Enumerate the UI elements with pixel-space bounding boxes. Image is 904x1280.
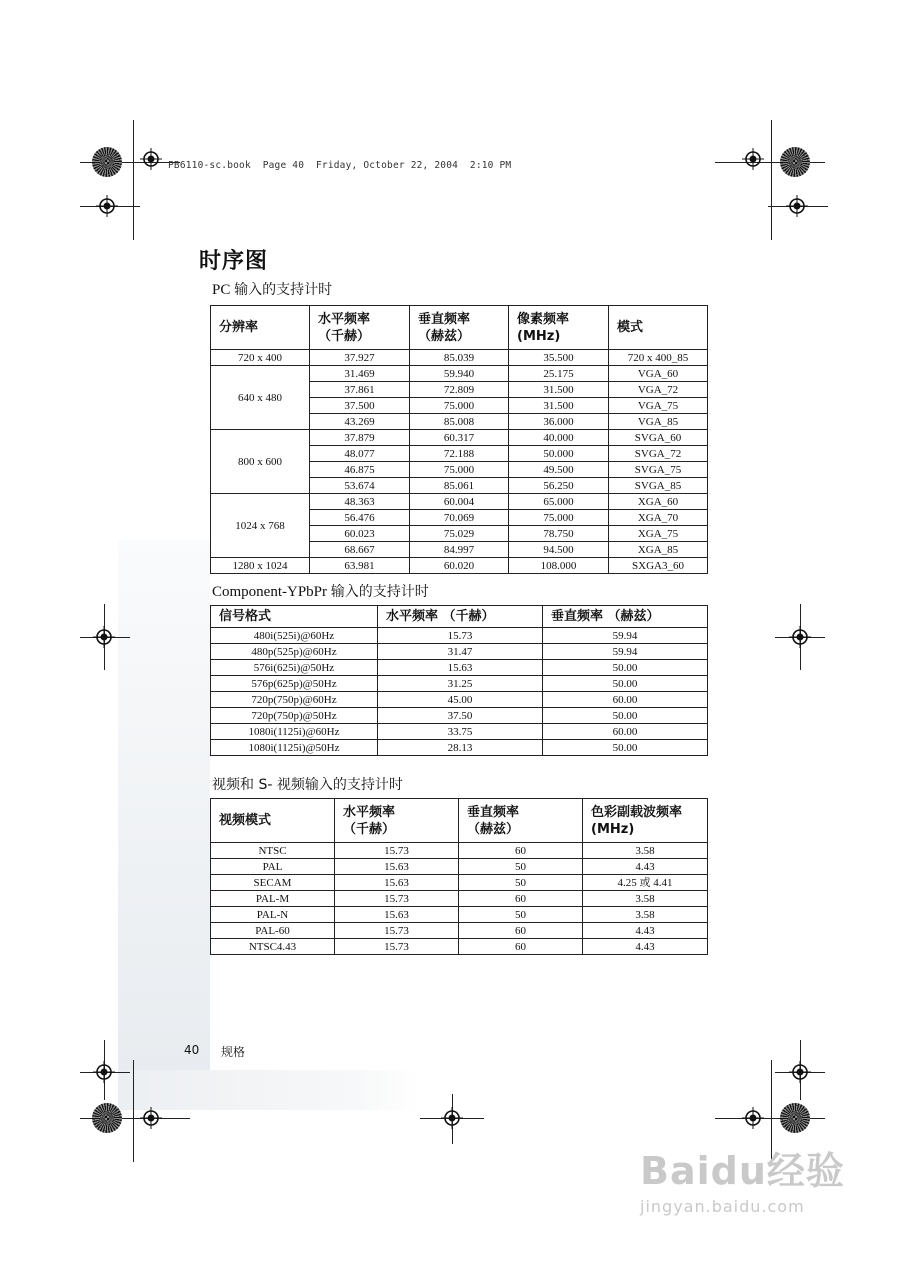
table-cell: 50 — [459, 875, 583, 891]
table-cell: 720 x 400_85 — [609, 350, 708, 366]
table-cell: 4.43 — [583, 939, 708, 955]
table-cell: 53.674 — [310, 478, 410, 494]
table-cell: 59.94 — [543, 644, 708, 660]
table-cell: 60.004 — [410, 494, 509, 510]
table-cell: 78.750 — [509, 526, 609, 542]
table-cell: PAL-M — [211, 891, 335, 907]
table-cell: SVGA_85 — [609, 478, 708, 494]
table-cell: 480p(525p)@60Hz — [211, 644, 378, 660]
table-cell: 37.927 — [310, 350, 410, 366]
header-line: 色彩副载波频率 — [591, 804, 683, 820]
header-line: 信号格式 — [219, 609, 272, 624]
starburst-mark-icon — [780, 1103, 810, 1133]
header-line: 水平频率 （千赫） — [386, 609, 495, 624]
header-line: 垂直频率 （赫兹） — [551, 609, 660, 624]
table-row — [211, 923, 708, 939]
left-decorative-band — [118, 540, 210, 1108]
video-header-3 — [583, 799, 708, 843]
table-row — [211, 692, 708, 708]
table-cell: 65.000 — [509, 494, 609, 510]
table-row — [211, 660, 708, 676]
table-cell: 31.47 — [378, 644, 543, 660]
crop-mark — [133, 1060, 134, 1162]
table-cell: 84.997 — [410, 542, 509, 558]
table-cell: XGA_60 — [609, 494, 708, 510]
pc-caption-latin: PC — [212, 282, 235, 298]
pc-header-3 — [509, 306, 609, 350]
table-cell: 720p(750p)@60Hz — [211, 692, 378, 708]
component-header-2 — [543, 606, 708, 628]
table-cell: SVGA_60 — [609, 430, 708, 446]
table-cell: 3.58 — [583, 907, 708, 923]
table-cell: 15.73 — [378, 628, 543, 644]
video-header-0 — [211, 799, 335, 843]
table-cell: 25.175 — [509, 366, 609, 382]
video-header-1 — [335, 799, 459, 843]
header-line: 水平频率 — [343, 804, 396, 820]
table-cell: 60.023 — [310, 526, 410, 542]
table-cell: 40.000 — [509, 430, 609, 446]
table-cell: 75.000 — [410, 462, 509, 478]
registration-target-icon — [140, 148, 162, 170]
header-line: 模式 — [617, 320, 644, 335]
table-cell: 3.58 — [583, 843, 708, 859]
registration-target-icon — [742, 1107, 764, 1129]
table-cell: 15.73 — [335, 939, 459, 955]
table-cell: 37.879 — [310, 430, 410, 446]
video-table-caption — [212, 774, 403, 794]
table-cell: 60 — [459, 891, 583, 907]
pc-header-4 — [609, 306, 708, 350]
registration-target-icon — [93, 1061, 115, 1083]
registration-target-icon — [789, 626, 811, 648]
pc-caption-cjk: 输入的支持计时 — [234, 282, 333, 298]
table-cell: 480i(525i)@60Hz — [211, 628, 378, 644]
table-cell: 720p(750p)@50Hz — [211, 708, 378, 724]
table-cell: 60 — [459, 939, 583, 955]
book-info-line: PB6110-sc.book Page 40 Friday, October 22, 2004 2:10 PM — [168, 160, 512, 171]
section-name: 规格 — [221, 1045, 246, 1059]
resolution-cell: 800 x 600 — [211, 430, 310, 494]
header-line: (MHz) — [517, 328, 561, 344]
table-cell: 35.500 — [509, 350, 609, 366]
component-header-1 — [378, 606, 543, 628]
table-cell: 60.317 — [410, 430, 509, 446]
table-cell: SECAM — [211, 875, 335, 891]
table-cell: 68.667 — [310, 542, 410, 558]
table-cell: 36.000 — [509, 414, 609, 430]
table-cell: 85.061 — [410, 478, 509, 494]
table-cell: 37.500 — [310, 398, 410, 414]
table-row — [211, 628, 708, 644]
table-cell: 63.981 — [310, 558, 410, 574]
crop-mark — [133, 120, 134, 240]
table-cell: VGA_72 — [609, 382, 708, 398]
table-row — [211, 939, 708, 955]
header-line: （千赫） — [318, 328, 371, 344]
table-cell: 60.00 — [543, 724, 708, 740]
table-cell: 576i(625i)@50Hz — [211, 660, 378, 676]
table-cell: 85.039 — [410, 350, 509, 366]
table-row — [211, 859, 708, 875]
table-cell: 60.00 — [543, 692, 708, 708]
table-cell: 1080i(1125i)@60Hz — [211, 724, 378, 740]
table-row — [211, 891, 708, 907]
header-line: （赫兹） — [467, 821, 520, 837]
video-header-2 — [459, 799, 583, 843]
table-cell: 15.63 — [335, 907, 459, 923]
table-cell: 15.73 — [335, 891, 459, 907]
resolution-cell: 1024 x 768 — [211, 494, 310, 558]
component-timing-table — [210, 605, 708, 756]
table-cell: 33.75 — [378, 724, 543, 740]
table-cell: 75.029 — [410, 526, 509, 542]
table-row — [211, 676, 708, 692]
table-cell: 4.43 — [583, 923, 708, 939]
video-caption-text: 视频和 S- 视频输入的支持计时 — [212, 777, 403, 793]
registration-target-icon — [140, 1107, 162, 1129]
header-line: （千赫） — [343, 821, 396, 837]
table-cell: 49.500 — [509, 462, 609, 478]
table-cell: SXGA3_60 — [609, 558, 708, 574]
table-cell: 72.188 — [410, 446, 509, 462]
table-cell: XGA_70 — [609, 510, 708, 526]
table-cell: VGA_60 — [609, 366, 708, 382]
registration-target-icon — [93, 626, 115, 648]
table-cell: PAL-60 — [211, 923, 335, 939]
table-cell: 60 — [459, 843, 583, 859]
component-header-0 — [211, 606, 378, 628]
table-cell: 50.00 — [543, 660, 708, 676]
table-cell: 46.875 — [310, 462, 410, 478]
table-row — [211, 724, 708, 740]
table-cell: 15.63 — [335, 859, 459, 875]
table-cell: SVGA_75 — [609, 462, 708, 478]
table-row — [211, 558, 708, 574]
header-line: 垂直频率 — [418, 311, 471, 327]
component-table-caption — [212, 581, 429, 601]
table-cell: 28.13 — [378, 740, 543, 756]
table-row — [211, 644, 708, 660]
table-cell: 1080i(1125i)@50Hz — [211, 740, 378, 756]
resolution-cell: 1280 x 1024 — [211, 558, 310, 574]
table-cell: 15.73 — [335, 843, 459, 859]
table-cell: XGA_75 — [609, 526, 708, 542]
table-cell: 31.500 — [509, 398, 609, 414]
table-cell: 75.000 — [509, 510, 609, 526]
table-cell: 60.020 — [410, 558, 509, 574]
table-cell: 15.63 — [335, 875, 459, 891]
table-cell: VGA_75 — [609, 398, 708, 414]
header-line: 像素频率 — [517, 311, 570, 327]
table-cell: 70.069 — [410, 510, 509, 526]
table-cell: 31.469 — [310, 366, 410, 382]
table-row — [211, 907, 708, 923]
table-cell: 75.000 — [410, 398, 509, 414]
header-line: (MHz) — [591, 821, 635, 837]
table-cell: 59.94 — [543, 628, 708, 644]
registration-target-icon — [96, 195, 118, 217]
starburst-mark-icon — [92, 1103, 122, 1133]
component-caption-latin: Component-YPbPr — [212, 584, 331, 600]
table-row — [211, 843, 708, 859]
table-cell: 50.000 — [509, 446, 609, 462]
bottom-decorative-band — [118, 1070, 418, 1110]
table-cell: 4.43 — [583, 859, 708, 875]
crop-mark — [771, 120, 772, 240]
table-cell: NTSC4.43 — [211, 939, 335, 955]
pc-header-1 — [310, 306, 410, 350]
resolution-cell: 640 x 480 — [211, 366, 310, 430]
table-cell: 94.500 — [509, 542, 609, 558]
table-row — [211, 366, 708, 382]
table-cell: 37.50 — [378, 708, 543, 724]
table-cell: 50 — [459, 859, 583, 875]
table-cell: 43.269 — [310, 414, 410, 430]
table-cell: 50.00 — [543, 676, 708, 692]
table-cell: 60 — [459, 923, 583, 939]
table-row — [211, 350, 708, 366]
table-cell: NTSC — [211, 843, 335, 859]
table-cell: 72.809 — [410, 382, 509, 398]
table-cell: 48.363 — [310, 494, 410, 510]
video-timing-table — [210, 798, 708, 955]
table-row — [211, 708, 708, 724]
pc-table-caption — [212, 279, 332, 299]
table-cell: 50.00 — [543, 708, 708, 724]
table-cell: PAL-N — [211, 907, 335, 923]
table-cell: 37.861 — [310, 382, 410, 398]
table-row — [211, 494, 708, 510]
table-cell: 45.00 — [378, 692, 543, 708]
pc-timing-table — [210, 305, 708, 574]
table-cell: 59.940 — [410, 366, 509, 382]
header-line: 水平频率 — [318, 311, 371, 327]
pc-header-0 — [211, 306, 310, 350]
header-line: 分辨率 — [219, 320, 259, 335]
registration-target-icon — [742, 148, 764, 170]
table-cell: 56.250 — [509, 478, 609, 494]
registration-target-icon — [786, 195, 808, 217]
table-cell: 85.008 — [410, 414, 509, 430]
table-cell: 50.00 — [543, 740, 708, 756]
table-cell: 108.000 — [509, 558, 609, 574]
table-cell: 31.25 — [378, 676, 543, 692]
table-cell: 15.63 — [378, 660, 543, 676]
registration-target-icon — [789, 1061, 811, 1083]
table-cell: XGA_85 — [609, 542, 708, 558]
pc-header-2 — [410, 306, 509, 350]
table-cell: 31.500 — [509, 382, 609, 398]
table-row — [211, 875, 708, 891]
table-cell: 4.25 或 4.41 — [583, 875, 708, 891]
table-cell: 50 — [459, 907, 583, 923]
watermark-url: jingyan.baidu.com — [640, 1197, 805, 1216]
page-number: 40 — [184, 1043, 200, 1057]
table-row — [211, 740, 708, 756]
watermark — [640, 1140, 845, 1216]
watermark-logo: Baidu经验 — [640, 1149, 845, 1193]
table-cell: VGA_85 — [609, 414, 708, 430]
header-line: 视频模式 — [219, 813, 272, 828]
table-cell: 3.58 — [583, 891, 708, 907]
table-cell: SVGA_72 — [609, 446, 708, 462]
resolution-cell: 720 x 400 — [211, 350, 310, 366]
starburst-mark-icon — [92, 147, 122, 177]
table-cell: 48.077 — [310, 446, 410, 462]
header-line: （赫兹） — [418, 328, 471, 344]
table-cell: 576p(625p)@50Hz — [211, 676, 378, 692]
page-title: 时序图 — [199, 249, 269, 274]
table-cell: 15.73 — [335, 923, 459, 939]
table-cell: PAL — [211, 859, 335, 875]
header-line: 垂直频率 — [467, 804, 520, 820]
registration-target-icon — [441, 1107, 463, 1129]
component-caption-cjk: 输入的支持计时 — [330, 584, 429, 600]
starburst-mark-icon — [780, 147, 810, 177]
table-row — [211, 430, 708, 446]
table-cell: 56.476 — [310, 510, 410, 526]
